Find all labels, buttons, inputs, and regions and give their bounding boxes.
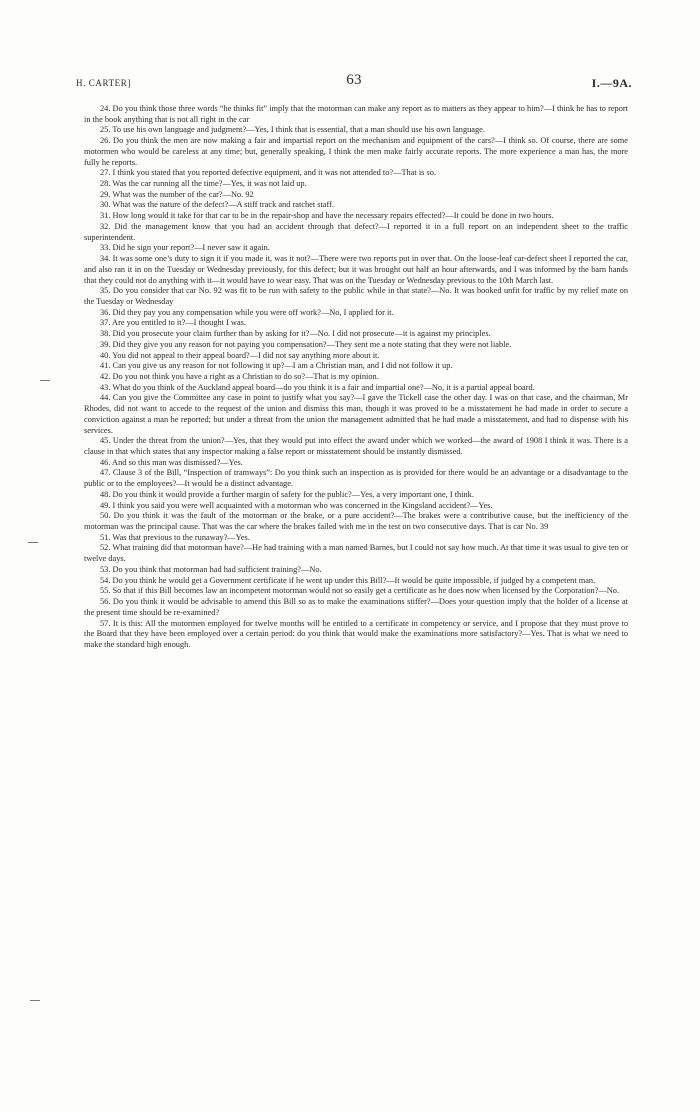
margin-mark xyxy=(40,380,50,381)
paragraph-q50: 50. Do you think it was the fault of the motorman or the brake, or a pure accident?—The brakes were a contributive cause, but the inefficiency of the motorman was the principal cause. That was the car where the brakes failed with me in the test on two consecutive days. That is car No. 39 xyxy=(84,511,628,532)
paragraph-q29: 29. What was the number of the car?—No. 92 xyxy=(100,189,254,199)
paragraph-q49: 49. I think you said you were well acquainted with a motorman who was concerned in the Kingsland accident?—Yes. xyxy=(100,500,493,510)
paragraph-q30: 30. What was the nature of the defect?—A stiff track and ratchet staff. xyxy=(100,200,334,210)
paragraph-q48: 48. Do you think it would provide a further margin of safety for the public?—Yes, a very important one, I think. xyxy=(100,489,474,499)
paragraph-q36: 36. Did they pay you any compensation while you were off work?—No, I applied for it. xyxy=(100,307,394,317)
paragraph-q56: 56. Do you think it would be advisable to amend this Bill so as to make the examinations stiffer?—Does your question imply that the holder of a license at the present time should be re-examined? xyxy=(84,597,628,617)
paragraph-q34: 34. It was some one’s duty to sign it if you made it, was it not?—There were two reports put in over that. On the loose-leaf car-defect sheet I reported the car, and also ran it in on the Tuesday or Wednesday previously, for this defect; but it was brought out half an hour afterwards, and I was informed by the barn hands that they could not do anything with it—it would have to wear easy. That was on the Tuesday or Wednesday previous to the 10th March last. xyxy=(84,254,628,285)
paragraph-q28: 28. Was the car running all the time?—Yes, it was not laid up. xyxy=(100,179,307,189)
paragraph-q38: 38. Did you prosecute your claim further than by asking for it?—No. I did not prosecute—it is against my principles. xyxy=(100,329,491,339)
paragraph-q33: 33. Did he sign your report?—I never saw it again. xyxy=(100,243,270,253)
paragraph-q55: 55. So that if this Bill becomes law an incompetent motorman would not so easily get a certificate as he does now when licensed by the Corporation?—No. xyxy=(100,586,620,596)
paragraph-q27: 27. I think you stated that you reported defective equipment, and it was not attended to?—That is so. xyxy=(100,168,436,178)
paragraph-q31: 31. How long would it take for that car to be in the repair-shop and have the necessary repairs effected?—It could be done in two hours. xyxy=(100,211,554,221)
page-number: 63 xyxy=(346,72,362,88)
paragraph-q41: 41. Can you give us any reason for not following it up?—I am a Christian man, and I did not follow it up. xyxy=(100,361,453,371)
paragraph-q26: 26. Do you think the men are now making a fair and impartial report on the mechanism and equipment of the cars?—I think so. Of course, there are some motormen who would be careless at any time; but, generally speaking, I think the men make fairly accurate reports. The more experience a man has, the more fully he reports. xyxy=(84,136,628,167)
document-code: I.—9A. xyxy=(591,76,632,90)
margin-mark xyxy=(30,1000,40,1001)
paragraph-q43: 43. What do you think of the Auckland appeal board—do you think it is a fair and impartial one?—No, it is a partial appeal board. xyxy=(100,382,535,392)
paragraph-q46: 46. And so this man was dismissed?—Yes. xyxy=(100,457,243,467)
paragraph-q52: 52. What training did that motorman have?—He had training with a man named Barnes, but I could not say how much. At that time it was usual to give ten or twelve days. xyxy=(84,543,628,564)
paragraph-q40: 40. You did not appeal to their appeal board?—I did not say anything more about it. xyxy=(100,350,380,360)
paragraph-q39: 39. Did they give you any reason for not paying you compensation?—They sent me a note stating that they were not liable. xyxy=(100,339,512,349)
paragraph-q51: 51. Was that previous to the runaway?—Yes. xyxy=(100,532,250,542)
paragraph-q37: 37. Are you entitled to it?—I thought I was. xyxy=(100,318,246,328)
paragraph-q35: 35. Do you consider that car No. 92 was fit to be run with safety to the public while in that state?—No. It was booked unfit for traffic by my relief mate on the Tuesday or Wednesday xyxy=(84,286,628,306)
page-header xyxy=(76,70,632,92)
paragraph-q53: 53. Do you think that motorman had had sufficient training?—No. xyxy=(100,564,322,574)
paragraph-q24: 24. Do you think those three words “he thinks fit” imply that the motorman can make any report as to matters as they appear to him?—I think he has to report in the book anything that is not all right in the car xyxy=(84,104,628,124)
paragraph-q57: 57. It is this: All the motormen employed for twelve months will be entitled to a certificate in competency or service, and I propose that they must prove to the Board that they have been employed over a certain period: do you think that would make the examinations more satisfactory?—Yes. That is what we need to make the standard high enough. xyxy=(84,618,628,649)
paragraph-q54: 54. Do you think he would get a Government certificate if he went up under this Bill?—It would be quite impossible, if judged by a competent man. xyxy=(100,575,596,585)
paragraph-q44: 44. Can you give the Committee any case in point to justify what you say?—I gave the Tickell case the other day. I was on that case, and the chairman, Mr Rhodes, did not want to accede to the request of the union and dismiss this man, though it was proved to be a misstatement he had made in order to secure a conviction against a man he reported; but under a threat from the union the management admitted that he had made a misstatement, and had to dispense with his services. xyxy=(84,393,628,435)
paragraph-q45: 45. Under the threat from the union?—Yes, that they would put into effect the award under which we worked—the award of 1908 I think it was. There is a clause in that which states that any inspector making a false report or misstatement should be instantly dismissed. xyxy=(84,436,628,456)
paragraph-q32: 32. Did the management know that you had an accident through that defect?—I reported it in a full report on an independent sheet to the traffic superintendent. xyxy=(84,221,628,242)
paragraph-q25: 25. To use his own language and judgment?—Yes, I think that is essential, that a man should use his own language. xyxy=(100,125,485,135)
document-body xyxy=(84,104,628,651)
header-witness-name: H. CARTER] xyxy=(76,78,131,88)
margin-mark xyxy=(28,542,38,543)
paragraph-q42: 42. Do you not think you have a right as a Christian to do so?—That is my opinion. xyxy=(100,371,379,381)
paragraph-q47: 47. Clause 3 of the Bill, “Inspection of tramways”: Do you think such an inspection as is provided for there would be an advantage or a disadvantage to the public or to the employees?—It would be a distinct advantage. xyxy=(84,468,628,489)
